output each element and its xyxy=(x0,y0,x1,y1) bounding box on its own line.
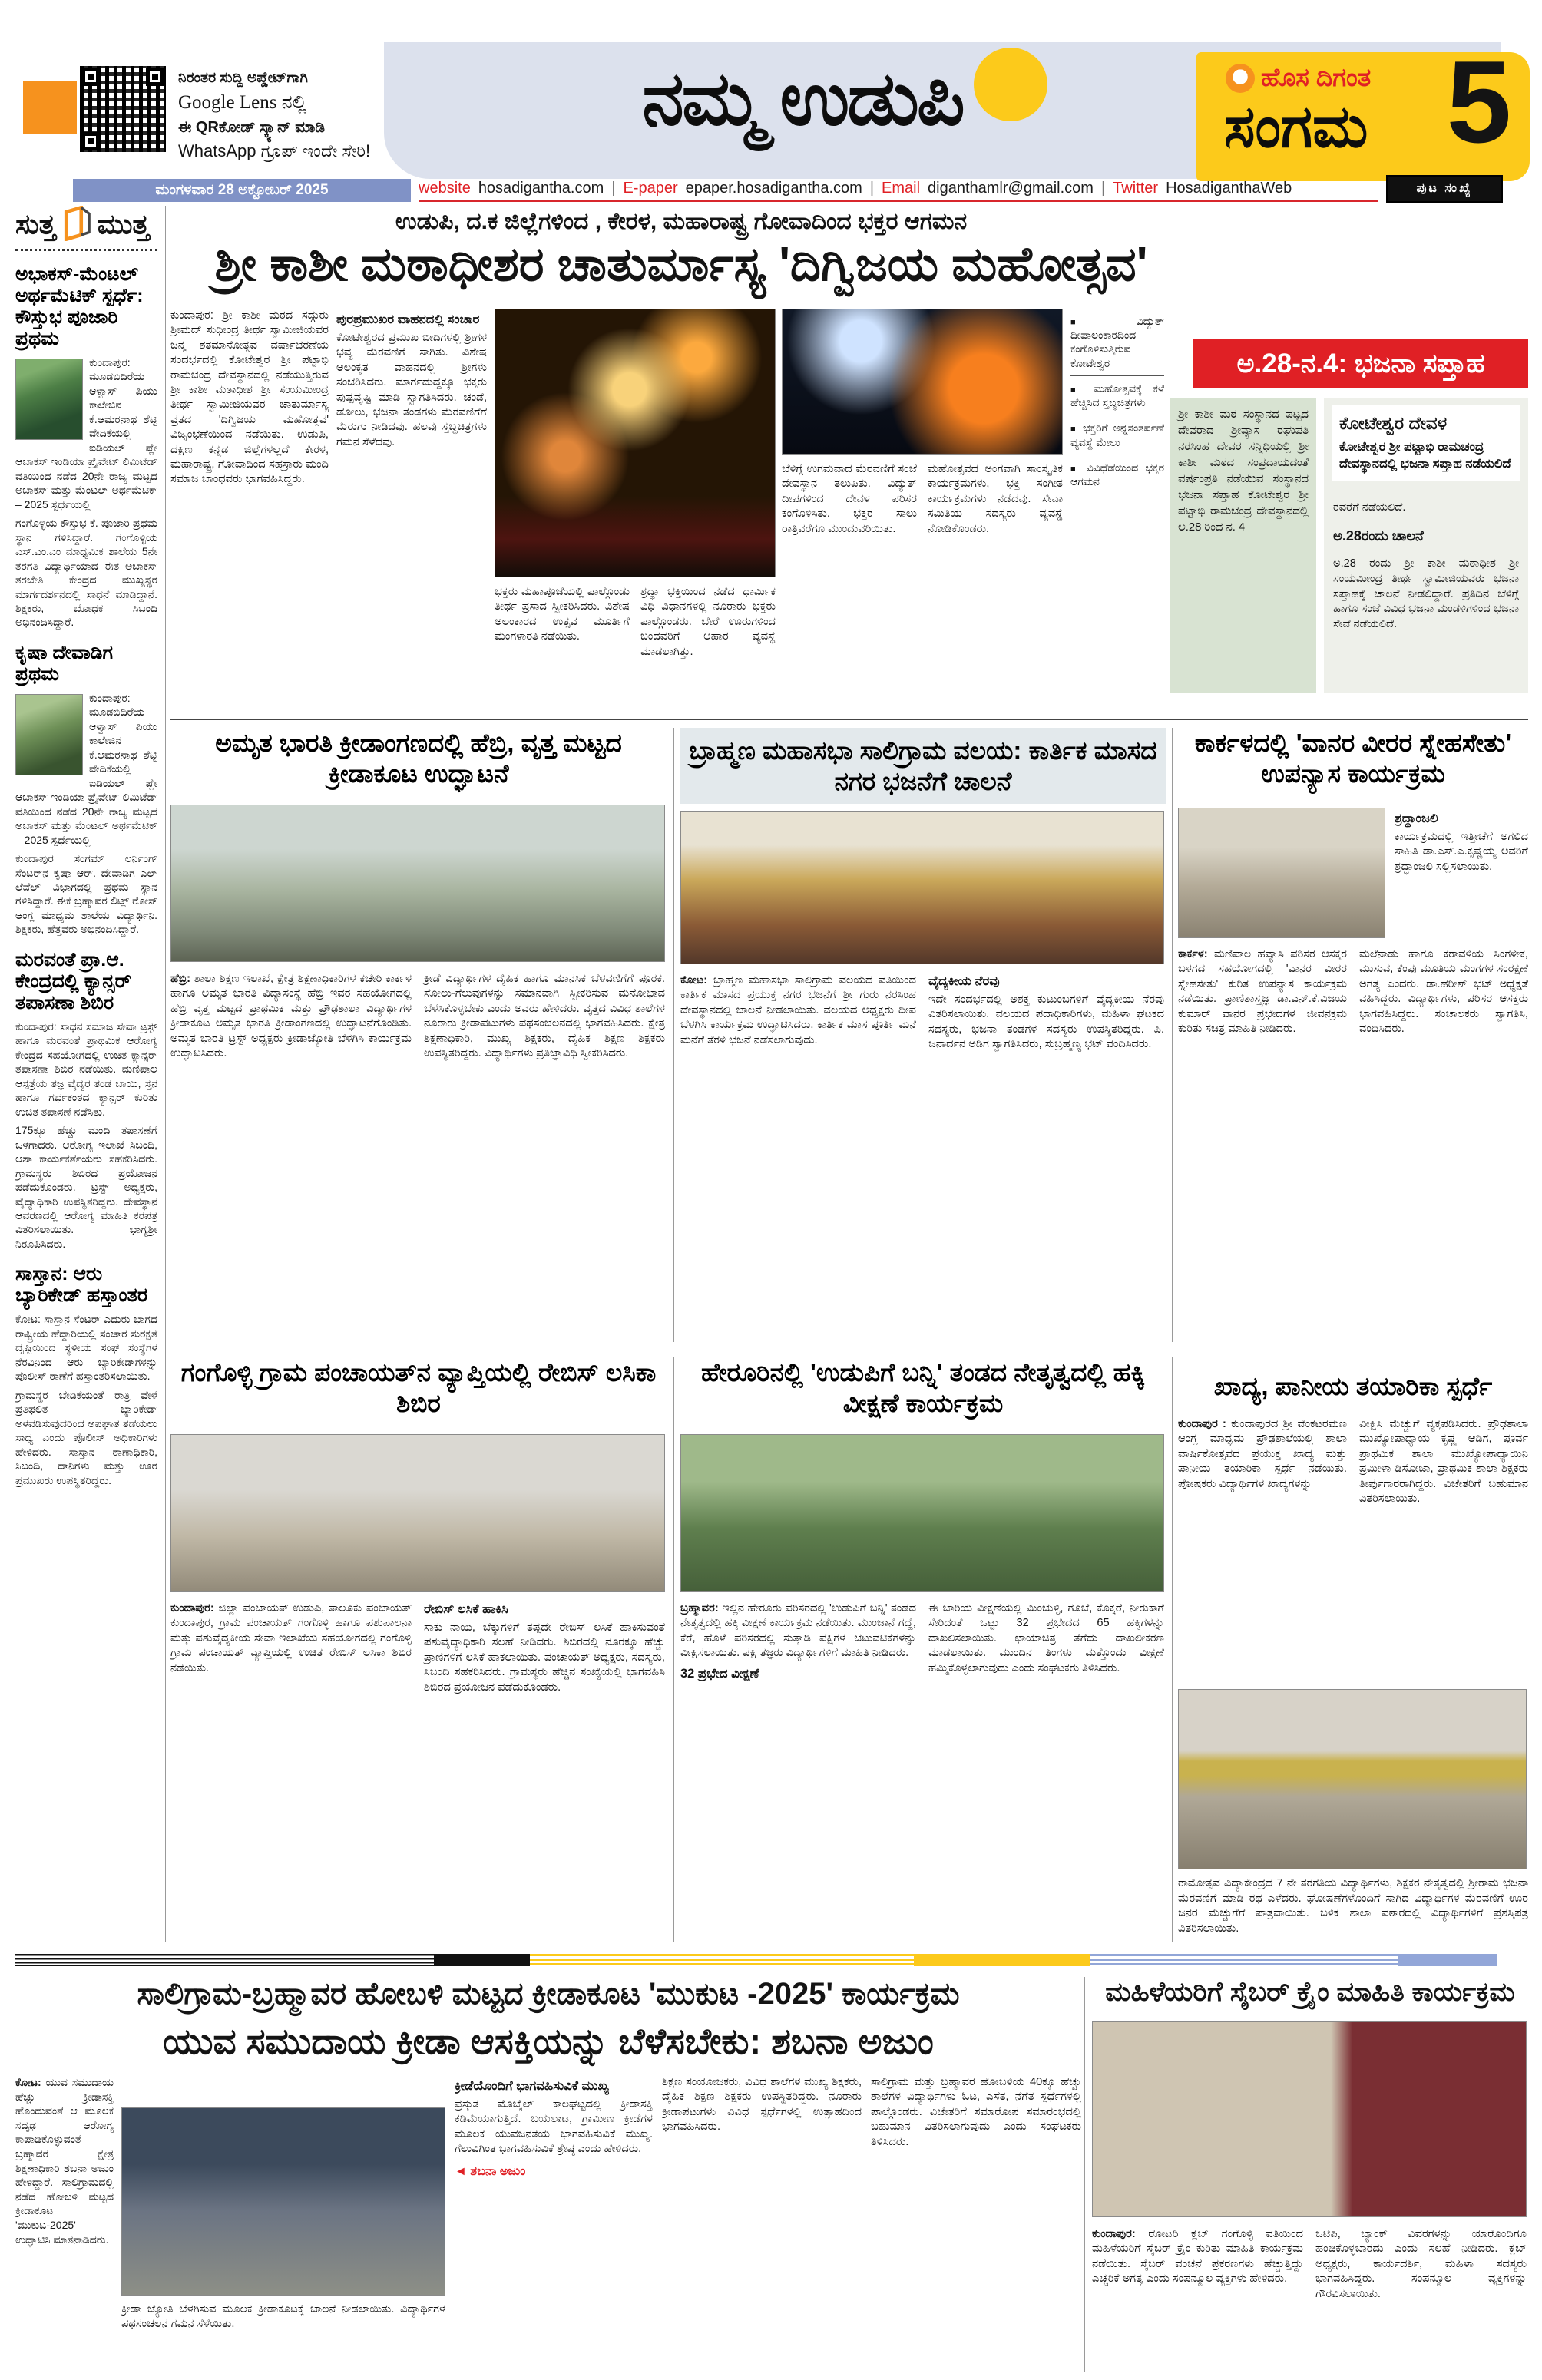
separator: | xyxy=(611,180,616,197)
body-text: ಇದೇ ಸಂದರ್ಭದಲ್ಲಿ ಅಶಕ್ತ ಕುಟುಂಬಗಳಿಗೆ ವೈದ್ಯಕೀಯ ನೆರವು ವಿತರಿಸಲಾಯಿತು. ವಲಯದ ಪದಾಧಿಕಾರಿಗಳು, ಮಹಿಳಾ ಘಟಕದ ಸದಸ್ಯರು, ಭಜನಾ ತಂಡಗಳ ಸದಸ್ಯರು ಉಪಸ್ಥಿತರಿದ್ದರು. ಪಿ. ಜನಾರ್ದನ ಅಡಿಗ ಸ್ವಾಗತಿಸಿದರು, ಸುಬ್ರಹ್ಮಣ್ಯ ಭಟ್ ವಂದಿಸಿದರು. xyxy=(928,993,1164,1051)
section-logo xyxy=(15,206,157,251)
brand-subtitle: ಸಂಗಮ xyxy=(1224,94,1368,160)
photo-vaccination-camp xyxy=(170,1434,665,1592)
story-sports-meet xyxy=(170,728,667,1342)
photo-girl-portrait xyxy=(15,694,83,775)
story-body xyxy=(1092,2227,1527,2370)
story-subhead: 32 ಪ್ರಭೇದ ವೀಕ್ಷಣೆ xyxy=(680,1666,759,1681)
lead-kicker: ಉಡುಪಿ, ದ.ಕ ಜಿಲ್ಲೆಗಳಿಂದ , ಕೇರಳ, ಮಹಾರಾಷ್ಟ್ರ ಗೋವಾದಿಂದ ಭಕ್ತರ ಆಗಮನ xyxy=(395,209,968,234)
qr-finder-icon xyxy=(81,132,100,150)
lead-red-banner: ಅ.28-ನ.4: ಭಜನಾ ಸಪ್ತಾಹ xyxy=(1193,339,1528,388)
place-lead: ಕುಂದಾಪುರ: xyxy=(170,1602,214,1615)
story-body xyxy=(1178,947,1528,1333)
open-window-icon xyxy=(59,206,94,241)
body-text: ಜಿಲ್ಲಾ ಪಂಚಾಯತ್ ಉಡುಪಿ, ತಾಲೂಕು ಪಂಚಾಯತ್ ಕುಂದಾಪುರ, ಗ್ರಾಮ ಪಂಚಾಯತ್ ಗಂಗೊಳ್ಳಿ ಹಾಗೂ ಪಶುಪಾಲನಾ ಮತ್ತು ಪಶುವೈದ್ಯಕೀಯ ಸೇವಾ ಇಲಾಖೆಯ ಸಹಯೋಗದಲ್ಲಿ ಗಂಗೊಳ್ಳಿ ಗ್ರಾಮ ಪಂಚಾಯತ್ ವ್ಯಾಪ್ತಿಯಲ್ಲಿ ಉಚಿತ ರೇಬಿಸ್ ಲಸಿಕಾ ಶಿಬಿರ ನಡೆಯಿತು. xyxy=(170,1602,412,1674)
place-lead: ಕೋಟ: xyxy=(15,2076,41,2088)
place-lead: ಹೆಬ್ರಿ: xyxy=(170,973,191,985)
speaker-name: ಶಬನಾ ಅಜುಂ xyxy=(470,2164,526,2178)
column-rule xyxy=(673,1357,674,1942)
bottom-col1 xyxy=(15,2075,114,2368)
place-lead: ಕುಂದಾಪುರ : xyxy=(1178,1418,1226,1430)
place-lead: ಬ್ರಹ್ಮಾವರ: xyxy=(680,1602,719,1615)
bullet-item: ■ ವಿವಿಧೆಡೆಯಿಂದ ಭಕ್ತರ ಆಗಮನ xyxy=(1070,455,1164,494)
story-mukuta-2025 xyxy=(15,1977,1081,2372)
qr-caption-line: Google Lens ನಲ್ಲಿ xyxy=(178,91,307,113)
qr-caption xyxy=(178,68,401,164)
column-rule xyxy=(673,728,674,1342)
photo-night-procession xyxy=(495,309,776,577)
stripe-black-solid xyxy=(434,1954,530,1966)
orange-block xyxy=(23,81,77,134)
story-cyber-crime xyxy=(1092,1977,1528,2372)
photo-temple-deity xyxy=(782,309,1063,455)
info-box-title: ಕೋಟೇಶ್ವರ ದೇವಳ xyxy=(1339,413,1448,433)
twitter-value: HosadiganthaWeb xyxy=(1166,180,1292,197)
body-text: ಕ್ರೀಡೆ ವಿದ್ಯಾರ್ಥಿಗಳ ದೈಹಿಕ ಹಾಗೂ ಮಾನಸಿಕ ಬೆಳವಣಿಗೆಗೆ ಪೂರಕ. ಸೋಲು-ಗೆಲುವುಗಳನ್ನು ಸಮಾನವಾಗಿ ಸ್ವೀಕರಿಸುವ ಮನೋಭಾವ ಬೆಳೆಸಿಕೊಳ್ಳಬೇಕು ಎಂದು ಅವರು ಹೇಳಿದರು. ವೃತ್ತದ ವಿವಿಧ ಶಾಲೆಗಳ ನೂರಾರು ಕ್ರೀಡಾಪಟುಗಳು ಪಥಸಂಚಲನದಲ್ಲಿ ಭಾಗವಹಿಸಿದರು. ಕ್ಷೇತ್ರ ಶಿಕ್ಷಣಾಧಿಕಾರಿ, ಮುಖ್ಯ ಶಿಕ್ಷಕರು, ದೈಹಿಕ ಶಿಕ್ಷಣ ಶಿಕ್ಷಕರು ಉಪಸ್ಥಿತರಿದ್ದರು. ವಿದ್ಯಾರ್ಥಿಗಳು ಪ್ರತಿಜ್ಞಾವಿಧಿ ಸ್ವೀಕರಿಸಿದರು. xyxy=(424,973,665,1060)
email-label: Email xyxy=(882,180,921,197)
place-lead: ಕುಂದಾಪುರ: xyxy=(1092,2228,1136,2240)
story-cooking-contest xyxy=(1178,1357,1528,1942)
photo-bhajane-group xyxy=(680,811,1164,964)
section-title-right: ಮುತ್ತ xyxy=(97,208,150,240)
stripe-blue-solid xyxy=(1398,1954,1497,1966)
sidebar-body: ಗಂಗೊಳ್ಳಿಯ ಕೌಸ್ತುಭ ಕೆ. ಪೂಜಾರಿ ಪ್ರಥಮ ಸ್ಥಾನ ಗಳಿಸಿದ್ದಾರೆ. ಗಂಗೊಳ್ಳಿಯ ಎಸ್.ಎಂ.ಎಂ ಮಾಧ್ಯಮಿಕ ಶಾಲೆಯ 5ನೇ ತರಗತಿ ವಿದ್ಯಾರ್ಥಿಯಾದ ಈತ ಅಬಾಕಸ್ ತರಬೇತಿ ಕೇಂದ್ರದ ಮುಖ್ಯಸ್ಥರ ಮಾರ್ಗದರ್ಶನದಲ್ಲಿ ಸಾಧನೆ ಮಾಡಿದ್ದಾನೆ. ಶಿಕ್ಷಕರು, ಬೋಧಕ ಸಿಬಂದಿ ಅಭಿನಂದಿಸಿದ್ದಾರೆ. xyxy=(15,517,157,629)
page-number: 5 xyxy=(1446,37,1512,167)
speaker-tag xyxy=(455,2163,653,2180)
photo-sports-inauguration xyxy=(170,805,665,962)
lead-col2-text: ಕೋಟೇಶ್ವರದ ಪ್ರಮುಖ ಬೀದಿಗಳಲ್ಲಿ ಶ್ರೀಗಳ ಭವ್ಯ ಮೆರವಣಿಗೆ ಸಾಗಿತು. ವಿಶೇಷ ಅಲಂಕೃತ ವಾಹನದಲ್ಲಿ ಶ್ರೀಗಳು ಸಂಚರಿಸಿದರು. ಮಾರ್ಗದುದ್ದಕ್ಕೂ ಭಕ್ತರು ಪುಷ್ಪವೃಷ್ಟಿ ಮಾಡಿ ಸ್ವಾಗತಿಸಿದರು. ಚಂಡೆ, ಡೋಲು, ಭಜನಾ ತಂಡಗಳು ಮೆರವಣಿಗೆಗೆ ಮೆರುಗು ನೀಡಿದವು. ಹಲವು ಸ್ತಬ್ಧಚಿತ್ರಗಳು ಗಮನ ಸೆಳೆದವು. xyxy=(336,331,487,448)
story-bird-watching xyxy=(680,1357,1166,1942)
side-text: ಕಾರ್ಯಕ್ರಮದಲ್ಲಿ ಇತ್ತೀಚೆಗೆ ಅಗಲಿದ ಸಾಹಿತಿ ಡಾ.ಎಸ್.ಎ.ಕೃಷ್ಣಯ್ಯ ಅವರಿಗೆ ಶ್ರದ್ಧಾಂಜಲಿ ಸಲ್ಲಿಸಲಾಯಿತು. xyxy=(1395,830,1528,873)
sidebar-body: ಕೋಟ: ಸಾಸ್ತಾನ ಸೆಂಟರ್ ಎದುರು ಭಾಗದ ರಾಷ್ಟ್ರೀಯ ಹೆದ್ದಾರಿಯಲ್ಲಿ ಸಂಚಾರ ಸುರಕ್ಷತೆ ದೃಷ್ಟಿಯಿಂದ ಸ್ಥಳೀಯ ಸಂಘ ಸಂಸ್ಥೆಗಳ ನೆರವಿನಿಂದ ಆರು ಬ್ಯಾರಿಕೇಡ್‌ಗಳನ್ನು ಪೊಲೀಸ್ ಠಾಣೆಗೆ ಹಸ್ತಾಂತರಿಸಲಾಯಿತು. xyxy=(15,1313,157,1383)
lead-headline: ಶ್ರೀ ಕಾಶೀ ಮಠಾಧೀಶರ ಚಾತುರ್ಮಾಸ್ಯ 'ದಿಗ್ವಿಜಯ ಮಹೋತ್ಸವ' xyxy=(214,238,1148,291)
sidebar-article xyxy=(15,1020,157,1251)
story-body xyxy=(1178,1417,1528,1683)
story-lecture xyxy=(1178,728,1528,1342)
separator: | xyxy=(869,180,875,197)
story-subhead: ರೇಬಿಸ್ ಲಸಿಕೆ ಹಾಕಿಸಿ xyxy=(424,1602,508,1616)
lead-under-photo1b: ಶ್ರದ್ಧಾ ಭಕ್ತಿಯಿಂದ ನಡೆದ ಧಾರ್ಮಿಕ ವಿಧಿ ವಿಧಾನಗಳಲ್ಲಿ ನೂರಾರು ಭಕ್ತರು ಪಾಲ್ಗೊಂಡರು. ಬೇರೆ ಊರುಗಳಿಂದ ಬಂದವರಿಗೆ ಆಹಾರ ವ್ಯವಸ್ಥೆ ಮಾಡಲಾಗಿತ್ತು. xyxy=(640,586,776,658)
lead-story xyxy=(170,206,1528,720)
story-subhead: ವೈದ್ಯಕೀಯ ನೆರವು xyxy=(928,974,1000,988)
story-headline: ಖಾದ್ಯ, ಪಾನೀಯ ತಯಾರಿಕಾ ಸ್ಪರ್ಧೆ xyxy=(1213,1372,1493,1400)
story-body xyxy=(680,1602,1164,1935)
sidebar-headline: ಕೃಷಾ ದೇವಾಡಿಗ ಪ್ರಥಮ xyxy=(15,641,114,685)
photo-stage-event xyxy=(121,2107,445,2296)
stripe-blue xyxy=(1090,1954,1398,1966)
brand-row xyxy=(1226,63,1448,93)
lead-under-photo2a: ಬೆಳಿಗ್ಗೆ ಉಗಮವಾದ ಮೆರವಣಿಗೆ ಸಂಜೆ ದೇವಸ್ಥಾನ ತಲುಪಿತು. ವಿದ್ಯುತ್ ದೀಪಗಳಿಂದ ದೇವಳ ಪರಿಸರ ಕಂಗೊಳಿಸಿತು. ಭಕ್ತರ ಸಾಲು ರಾತ್ರಿವರೆಗೂ ಮುಂದುವರಿಯಿತು. xyxy=(782,463,917,535)
twitter-label: Twitter xyxy=(1113,180,1159,197)
body-text: ಶಾಲಾ ಶಿಕ್ಷಣ ಇಲಾಖೆ, ಕ್ಷೇತ್ರ ಶಿಕ್ಷಣಾಧಿಕಾರಿಗಳ ಕಚೇರಿ ಕಾರ್ಕಳ ಹಾಗೂ ಅಮೃತ ಭಾರತಿ ವಿದ್ಯಾಸಂಸ್ಥೆ ಹೆಬ್ರಿ ಇವರ ಸಹಯೋಗದಲ್ಲಿ ಹೆಬ್ರಿ ವೃತ್ತ ಮಟ್ಟದ ಪ್ರಾಥಮಿಕ ಮತ್ತು ಪ್ರೌಢಶಾಲಾ ವಿದ್ಯಾರ್ಥಿಗಳ ಕ್ರೀಡಾಕೂಟ ಅಮೃತ ಭಾರತಿ ಕ್ರೀಡಾಂಗಣದಲ್ಲಿ ಉದ್ಘಾಟನೆಗೊಂಡಿತು. ಅಮೃತ ಭಾರತಿ ಟ್ರಸ್ಟ್ ಅಧ್ಯಕ್ಷರು ಕ್ರೀಡಾಜ್ಯೋತಿ ಬೆಳಗಿಸಿ ಕಾರ್ಯಕ್ರಮ ಉದ್ಘಾಟಿಸಿದರು. xyxy=(170,973,412,1060)
story-headline: ಬ್ರಾಹ್ಮಣ ಮಹಾಸಭಾ ಸಾಲಿಗ್ರಾಮ ವಲಯ: ಕಾರ್ತಿಕ ಮಾಸದ ನಗರ ಭಜನೆಗೆ ಚಾಲನೆ xyxy=(680,728,1166,804)
lead-right-panel xyxy=(1324,398,1528,693)
column-rule xyxy=(1172,1357,1173,1942)
qr-finder-icon xyxy=(81,68,100,86)
contact-bar xyxy=(419,177,1378,202)
body-text: ಮಲೆನಾಡು ಹಾಗೂ ಕರಾವಳಿಯ ಸಿಂಗಳೀಕ, ಮುಸುವ, ಕೆಂಪು ಮೂತಿಯ ಮಂಗಗಳ ಸಂರಕ್ಷಣೆ ಅಗತ್ಯ ಎಂದರು. ಡಾ.ಹರೀಶ್ ಭಟ್ ಅಧ್ಯಕ್ಷತೆ ವಹಿಸಿದ್ದರು. ವಿದ್ಯಾರ್ಥಿಗಳು, ಪರಿಸರ ಆಸಕ್ತರು ಭಾಗವಹಿಸಿದ್ದರು. ಸಂಚಾಲಕರು ಸ್ವಾಗತಿಸಿ, ವಂದಿಸಿದರು. xyxy=(1359,948,1528,1036)
brand-name: ಹೊಸ ದಿಗಂತ xyxy=(1261,63,1372,91)
bottom-col4: ಸಾಲಿಗ್ರಾಮ ಮತ್ತು ಬ್ರಹ್ಮಾವರ ಹೋಬಳಿಯ 40ಕ್ಕೂ ಹೆಚ್ಚು ಶಾಲೆಗಳ ವಿದ್ಯಾರ್ಥಿಗಳು ಓಟ, ಎಸೆತ, ನೆಗೆತ ಸ್ಪರ್ಧೆಗಳಲ್ಲಿ ಪಾಲ್ಗೊಂಡರು. ವಿಜೇತರಿಗೆ ಸಮಾರೋಪ ಸಮಾರಂಭದಲ್ಲಿ ಬಹುಮಾನ ವಿತರಿಸಲಾಗುವುದು ಎಂದು ಸಂಘಟಕರು ತಿಳಿಸಿದರು. xyxy=(871,2076,1081,2148)
sidebar-article xyxy=(15,355,157,630)
left-arrow-icon: ◄ xyxy=(455,2164,467,2178)
right-subhead: ಅ.28ರಂದು ಚಾಲನೆ xyxy=(1333,528,1424,544)
story-body xyxy=(170,1602,665,1935)
sidebar-body: ಕುಂದಾಪುರ: ಸಾಧನ ಸಮಾಜ ಸೇವಾ ಟ್ರಸ್ಟ್ ಹಾಗೂ ಮರವಂತೆ ಪ್ರಾಥಮಿಕ ಆರೋಗ್ಯ ಕೇಂದ್ರದ ಸಹಯೋಗದಲ್ಲಿ ಉಚಿತ ಕ್ಯಾನ್ಸರ್ ತಪಾಸಣಾ ಶಿಬಿರ ನಡೆಯಿತು. ಮಣಿಪಾಲ ಆಸ್ಪತ್ರೆಯ ತಜ್ಞ ವೈದ್ಯರ ತಂಡ ಬಾಯಿ, ಸ್ತನ ಹಾಗೂ ಗರ್ಭಕಂಠದ ಕ್ಯಾನ್ಸರ್ ಕುರಿತು ಉಚಿತ ತಪಾಸಣೆ ನಡೆಸಿತು. xyxy=(15,1020,157,1118)
bottom-under-photo: ಕ್ರೀಡಾ ಜ್ಯೋತಿ ಬೆಳಗಿಸುವ ಮೂಲಕ ಕ್ರೀಡಾಕೂಟಕ್ಕೆ ಚಾಲನೆ ನೀಡಲಾಯಿತು. ವಿದ್ಯಾರ್ಥಿಗಳ ಪಥಸಂಚಲನ ಗಮನ ಸೆಳೆಯಿತು. xyxy=(121,2303,445,2331)
website-value: hosadigantha.com xyxy=(478,180,604,197)
qr-caption-line: ನಿರಂತರ ಸುದ್ದಿ ಅಪ್ಡೇಟ್‌ಗಾಗಿ xyxy=(178,70,308,86)
body-text: ಒಟಿಪಿ, ಬ್ಯಾಂಕ್ ವಿವರಗಳನ್ನು ಯಾರೊಂದಿಗೂ ಹಂಚಿಕೊಳ್ಳಬಾರದು ಎಂದು ಸಲಹೆ ನೀಡಿದರು. ಕ್ಲಬ್ ಅಧ್ಯಕ್ಷರು, ಕಾರ್ಯದರ್ಶಿ, ಮಹಿಳಾ ಸದಸ್ಯರು ಭಾಗವಹಿಸಿದ್ದರು. ಸಂಪನ್ಮೂಲ ವ್ಯಕ್ತಿಗಳನ್ನು ಗೌರವಿಸಲಾಯಿತು. xyxy=(1315,2228,1527,2300)
lead-bullet-list xyxy=(1070,309,1164,693)
body-text: ಯುವ ಸಮುದಾಯ ಹೆಚ್ಚು ಕ್ರೀಡಾಸಕ್ತಿ ಹೊಂದುವಂತೆ ಆ ಮೂಲಕ ಸದೃಢ ಆರೋಗ್ಯ ಕಾಪಾಡಿಕೊಳ್ಳುವಂತೆ ಬ್ರಹ್ಮಾವರ ಕ್ಷೇತ್ರ ಶಿಕ್ಷಣಾಧಿಕಾರಿ ಶಬನಾ ಅಜುಂ ಹೇಳಿದ್ದಾರೆ. ಸಾಲಿಗ್ರಾಮದಲ್ಲಿ ನಡೆದ ಹೋಬಳಿ ಮಟ್ಟದ ಕ್ರೀಡಾಕೂಟ 'ಮುಕುಟ-2025' ಉದ್ಘಾಟಿಸಿ ಮಾತನಾಡಿದರು. xyxy=(15,2076,114,2246)
info-box-text: ಕೋಟೇಶ್ವರ ಶ್ರೀ ಪಟ್ಟಾಭಿ ರಾಮಚಂದ್ರ ದೇವಸ್ಥಾನದಲ್ಲಿ ಭಜನಾ ಸಪ್ತಾಹ ನಡೆಯಲಿದೆ xyxy=(1339,440,1511,471)
lead-under-photo1a: ಭಕ್ತರು ಮಹಾಪೂಜೆಯಲ್ಲಿ ಪಾಲ್ಗೊಂಡು ತೀರ್ಥ ಪ್ರಸಾದ ಸ್ವೀಕರಿಸಿದರು. ವಿಶೇಷ ಅಲಂಕಾರದ ಉತ್ಸವ ಮೂರ್ತಿಗೆ ಮಂಗಳಾರತಿ ನಡೆಯಿತು. xyxy=(495,586,630,643)
photo-rally-banner xyxy=(1178,1689,1527,1869)
bottom-subhead: ಕ್ರೀಡೆಯೊಂದಿಗೆ ಭಾಗವಹಿಸುವಿಕೆ ಮುಖ್ಯ xyxy=(455,2079,609,2093)
lead-col1: ಕುಂದಾಪುರ: ಶ್ರೀ ಕಾಶೀ ಮಠದ ಸದ್ಗುರು ಶ್ರೀಮದ್ ಸುಧೀಂದ್ರ ತೀರ್ಥ ಸ್ವಾಮೀಜಿಯವರ ಜನ್ಮ ಶತಮಾನೋತ್ಸವ ವರ್ಷಾಚರಣೆಯ ಸಂದರ್ಭದಲ್ಲಿ ಕೋಟೇಶ್ವರ ಶ್ರೀ ಪಟ್ಟಾಭಿ ರಾಮಚಂದ್ರ ದೇವಸ್ಥಾನದಲ್ಲಿ ನಡೆಯುತ್ತಿರುವ ಶ್ರೀ ಕಾಶೀ ಮಠಾಧೀಶ ಶ್ರೀ ಸಂಯಮೀಂದ್ರ ತೀರ್ಥ ಸ್ವಾಮೀಜಿಯವರ ಚಾತುರ್ಮಾಸ್ಯ ವ್ರತದ 'ದಿಗ್ವಿಜಯ ಮಹೋತ್ಸವ' ವಿಜೃಂಭಣೆಯಿಂದ ನಡೆಯಿತು. ಉಡುಪಿ, ದಕ್ಷಿಣ ಕನ್ನಡ ಜಿಲ್ಲೆಗಳಲ್ಲದೆ ಕೇರಳ, ಮಹಾರಾಷ್ಟ್ರ, ಗೋವಾದಿಂದ ಸಹಸ್ರಾರು ಮಂದಿ ಸಮಾಜ ಬಾಂಧವರು ಭಾಗವಹಿಸಿದ್ದರು. xyxy=(170,309,329,486)
lead-under-photo2b: ಮಹೋತ್ಸವದ ಅಂಗವಾಗಿ ಸಾಂಸ್ಕೃತಿಕ ಕಾರ್ಯಕ್ರಮಗಳು, ಭಕ್ತಿ ಸಂಗೀತ ಕಾರ್ಯಕ್ರಮಗಳು ನಡೆದವು. ಸೇವಾ ಸಮಿತಿಯ ಸದಸ್ಯರು ವ್ಯವಸ್ಥೆ ನೋಡಿಕೊಂಡರು. xyxy=(928,463,1063,535)
sidebar-article xyxy=(15,691,157,937)
story-headline: ಕಾರ್ಕಳದಲ್ಲಿ 'ವಾನರ ವೀರರ ಸ್ನೇಹಸೇತು' ಉಪನ್ಯಾಸ ಕಾರ್ಯಕ್ರಮ xyxy=(1194,729,1512,788)
stripe-black xyxy=(15,1954,434,1966)
body-text: ವೀಕ್ಷಿಸಿ ಮೆಚ್ಚುಗೆ ವ್ಯಕ್ತಪಡಿಸಿದರು. ಪ್ರೌಢಶಾಲಾ ಮುಖ್ಯೋಪಾಧ್ಯಾಯ ಕೃಷ್ಣ ಆಡಿಗ, ಪೂರ್ವ ಪ್ರಾಥಮಿಕ ಶಾಲಾ ಮುಖ್ಯೋಪಾಧ್ಯಾಯಿನಿ ಪ್ರಮೀಳಾ ಡಿಸೋಜಾ, ಪ್ರಾಥಮಿಕ ಶಾಲಾ ಶಿಕ್ಷಕರು ತೀರ್ಪುಗಾರರಾಗಿದ್ದರು. ವಿಜೇತರಿಗೆ ಬಹುಮಾನ ವಿತರಿಸಲಾಯಿತು. xyxy=(1359,1418,1528,1506)
story-bhajane xyxy=(680,728,1166,1342)
sidebar-body: ಗ್ರಾಮಸ್ಥರ ಬೇಡಿಕೆಯಂತೆ ರಾತ್ರಿ ವೇಳೆ ಪ್ರತಿಫಲಿತ ಬ್ಯಾರಿಕೇಡ್ ಅಳವಡಿಸುವುದರಿಂದ ಅಪಘಾತ ತಡೆಯಲು ಸಾಧ್ಯ ಎಂದು ಪೊಲೀಸ್ ಅಧಿಕಾರಿಗಳು ಹೇಳಿದರು. ಸಾಸ್ತಾನ ಠಾಣಾಧಿಕಾರಿ, ಸಿಬಂದಿ, ದಾನಿಗಳು ಮತ್ತು ಊರ ಪ್ರಮುಖರು ಉಪಸ್ಥಿತರಿದ್ದರು. xyxy=(15,1388,157,1486)
qr-finder-icon xyxy=(146,68,164,86)
bottom-headline: ಯುವ ಸಮುದಾಯ ಕ್ರೀಡಾ ಆಸಕ್ತಿಯನ್ನು ಬೆಳೆಸಬೇಕು: ಶಬನಾ ಅಜುಂ xyxy=(163,2021,934,2061)
story-body xyxy=(680,973,1164,1333)
bottom-right-headline: ಮಹಿಳೆಯರಿಗೆ ಸೈಬರ್ ಕ್ರೈಂ ಮಾಹಿತಿ ಕಾರ್ಯಕ್ರಮ xyxy=(1105,1977,1515,2007)
photo-awareness-session xyxy=(1092,2021,1527,2217)
photo-caption: ರಾಮೋತ್ಸವ ವಿದ್ಯಾಕೇಂದ್ರದ 7 ನೇ ತರಗತಿಯ ವಿದ್ಯಾರ್ಥಿಗಳು, ಶಿಕ್ಷಕರ ನೇತೃತ್ವದಲ್ಲಿ ಶ್ರೀರಾಮ ಭಜನಾ ಮೆರವಣಿಗೆ ಮಾಡಿ ರಥ ಎಳೆದರು. ಘೋಷಣೆಗಳೊಂದಿಗೆ ಸಾಗಿದ ವಿದ್ಯಾರ್ಥಿಗಳ ಮೆರವಣಿಗೆ ಊರ ಜನರ ಮೆಚ್ಚುಗೆಗೆ ಪಾತ್ರವಾಯಿತು. ಬಳಿಕ ಶಾಲಾ ವಠಾರದಲ್ಲಿ ವಿದ್ಯಾರ್ಥಿಗಳಿಗೆ ಪ್ರಶಸ್ತಿಪತ್ರ ವಿತರಿಸಲಾಯಿತು. xyxy=(1178,1877,1528,1935)
right-text: ರವರೆಗೆ ನಡೆಯಲಿದೆ. xyxy=(1333,501,1406,514)
website-label: website xyxy=(419,180,471,197)
lead-green-box: ಶ್ರೀ ಕಾಶೀ ಮಠ ಸಂಸ್ಥಾನದ ಪಟ್ಟದ ದೇವರಾದ ಶ್ರೀವ್ಯಾಸ ರಘುಪತಿ ನರಸಿಂಹ ದೇವರ ಸನ್ನಿಧಿಯಲ್ಲಿ ಶ್ರೀ ಕಾಶೀ ಮಠದ ಸಂಪ್ರದಾಯದಂತೆ ವರ್ಷಂಪ್ರತಿ ನಡೆಯುವ ಸಂಸ್ಥಾನದ ಭಜನಾ ಸಪ್ತಾಹ ಕೋಟೇಶ್ವರ ಶ್ರೀ ಪಟ್ಟಾಭಿ ರಾಮಚಂದ್ರ ದೇವಸ್ಥಾನದಲ್ಲಿ ಅ.28 ರಿಂದ ನ. 4 xyxy=(1170,398,1316,693)
story-headline: ಗಂಗೊಳ್ಳಿ ಗ್ರಾಮ ಪಂಚಾಯತ್‌ನ ವ್ಯಾಪ್ತಿಯಲ್ಲಿ ರೇಬಿಸ್ ಲಸಿಕಾ ಶಿಬಿರ xyxy=(180,1358,657,1417)
sidebar-body: ಕುಂದಾಪುರ ಸಂಗಮ್ ಲರ್ನಿಂಗ್ ಸೆಂಟರ್‌ನ ಕೃಷಾ ಆರ್. ದೇವಾಡಿಗ ಎಲ್ ಲೆವೆಲ್ ವಿಭಾಗದಲ್ಲಿ ಪ್ರಥಮ ಸ್ಥಾನ ಗಳಿಸಿದ್ದಾರೆ. ಈಕೆ ಬ್ರಹ್ಮಾವರ ಲಿಟ್ಲ್ ರೋಸ್ ಆಂಗ್ಲ ಮಾಧ್ಯಮ ಶಾಲೆಯ ವಿದ್ಯಾರ್ಥಿನಿ. ಶಿಕ್ಷಕರು, ಹೆತ್ತವರು ಅಭಿನಂದಿಸಿದ್ದಾರೆ. xyxy=(15,852,157,936)
stripe-yellow xyxy=(530,1954,914,1966)
lead-col2 xyxy=(336,309,487,693)
body-text: ಈ ಬಾರಿಯ ವೀಕ್ಷಣೆಯಲ್ಲಿ ಮಿಂಚುಳ್ಳಿ, ಗೂಬೆ, ಕೊಕ್ಕರೆ, ನೀರುಕಾಗೆ ಸೇರಿದಂತೆ ಒಟ್ಟು 32 ಪ್ರಭೇದದ 65 ಹಕ್ಕಿಗಳನ್ನು ದಾಖಲಿಸಲಾಯಿತು. ಛಾಯಾಚಿತ್ರ ತೆಗೆದು ದಾಖಲೀಕರಣ ಮಾಡಲಾಯಿತು. ಮುಂದಿನ ತಿಂಗಳು ಮತ್ತೊಂದು ವೀಕ್ಷಣೆ ಹಮ್ಮಿಕೊಳ್ಳಲಾಗುವುದು ಎಂದು ಸಂಘಟಕರು ತಿಳಿಸಿದರು. xyxy=(928,1602,1164,1674)
body-text: ರೋಟರಿ ಕ್ಲಬ್ ಗಂಗೊಳ್ಳಿ ವತಿಯಿಂದ ಮಹಿಳೆಯರಿಗೆ ಸೈಬರ್ ಕ್ರೈಂ ಕುರಿತು ಮಾಹಿತಿ ಕಾರ್ಯಕ್ರಮ ನಡೆಯಿತು. ಸೈಬರ್ ವಂಚನೆ ಪ್ರಕರಣಗಳು ಹೆಚ್ಚುತ್ತಿದ್ದು ಎಚ್ಚರಿಕೆ ಅಗತ್ಯ ಎಂದು ಸಂಪನ್ಮೂಲ ವ್ಯಕ್ತಿಗಳು ಹೇಳಿದರು. xyxy=(1092,2228,1303,2286)
sidebar-sutta-mutta xyxy=(15,206,166,1942)
epaper-value: epaper.hosadigantha.com xyxy=(685,180,862,197)
qr-caption-line: ಈ QRಕೋಡ್ ಸ್ಕ್ಯಾನ್ ಮಾಡಿ xyxy=(178,118,325,136)
story-rabies-camp xyxy=(170,1357,667,1942)
story-side-col xyxy=(1395,808,1528,938)
sidebar-body: ಕುಂದಾಪುರ: ಮೂಡಬಿದಿರೆಯ ಆಳ್ವಾಸ್ ಪಿಯು ಕಾಲೇಜಿನ ಕೆ.ಆಮರನಾಥ ಶೆಟ್ಟಿ ವೇದಿಕೆಯಲ್ಲಿ ಐಡಿಯಲ್ ಪ್ಲೇ ಆಬಾಕಸ್ ಇಂಡಿಯಾ ಪ್ರೈವೇಟ್ ಲಿಮಿಟೆಡ್ ವತಿಯಿಂದ ನಡೆದ 20ನೇ ರಾಜ್ಯ ಮಟ್ಟದ ಅಬಾಕಸ್ ಮತ್ತು ಮೆಂಟಲ್ ಅರ್ಥಮೆಟಿಕ್ – 2025 ಸ್ಪರ್ಧೆಯಲ್ಲಿ xyxy=(15,691,157,846)
email-value: diganthamlr@gmail.com xyxy=(928,180,1094,197)
sidebar-headline: ಮರವಂತೆ ಪ್ರಾ.ಆ. ಕೇಂದ್ರದಲ್ಲಿ ಕ್ಯಾನ್ಸರ್ ತಪಾಸಣಾ ಶಿಬಿರ xyxy=(15,948,131,1013)
body-text: ಮಣಿಪಾಲ ಹವ್ಯಾಸಿ ಪರಿಸರ ಆಸಕ್ತರ ಬಳಗದ ಸಹಯೋಗದಲ್ಲಿ 'ವಾನರ ವೀರರ ಸ್ನೇಹಸೇತು' ಕುರಿತ ಉಪನ್ಯಾಸ ಕಾರ್ಯಕ್ರಮ ನಡೆಯಿತು. ಪ್ರಾಣಿಶಾಸ್ತ್ರಜ್ಞ ಡಾ.ಎನ್.ಕೆ.ವಿಜಯ ಕುಮಾರ್ ವಾನರ ಪ್ರಭೇದಗಳ ಜೀವನಕ್ರಮ ಕುರಿತು ಸಚಿತ್ರ ಮಾಹಿತಿ ನೀಡಿದರು. xyxy=(1178,948,1347,1036)
bottom-col3: ಶಿಕ್ಷಣ ಸಂಯೋಜಕರು, ವಿವಿಧ ಶಾಲೆಗಳ ಮುಖ್ಯ ಶಿಕ್ಷಕರು, ದೈಹಿಕ ಶಿಕ್ಷಣ ಶಿಕ್ಷಕರು ಉಪಸ್ಥಿತರಿದ್ದರು. ನೂರಾರು ಕ್ರೀಡಾಪಟುಗಳು ವಿವಿಧ ಸ್ಪರ್ಧೆಗಳಲ್ಲಿ ಉತ್ಸಾಹದಿಂದ ಭಾಗವಹಿಸಿದರು. xyxy=(662,2076,862,2134)
body-text: ಬ್ರಾಹ್ಮಣ ಮಹಾಸಭಾ ಸಾಲಿಗ್ರಾಮ ವಲಯದ ವತಿಯಿಂದ ಕಾರ್ತಿಕ ಮಾಸದ ಪ್ರಯುಕ್ತ ನಗರ ಭಜನೆಗೆ ಶ್ರೀ ಗುರು ನರಸಿಂಹ ದೇವಸ್ಥಾನದಲ್ಲಿ ಚಾಲನೆ ನೀಡಲಾಯಿತು. ವಲಯದ ಅಧ್ಯಕ್ಷರು ದೀಪ ಬೆಳಗಿಸಿ ಕಾರ್ಯಕ್ರಮ ಉದ್ಘಾಟಿಸಿದರು. ಕಾರ್ತಿಕ ಮಾಸ ಪೂರ್ತಿ ಮನೆ ಮನೆಗೆ ತೆರಳಿ ಭಜನೆ ನಡೆಸಲಾಗುವುದು. xyxy=(680,974,916,1046)
story-body xyxy=(170,972,665,1333)
date-bar: ಮಂಗಳವಾರ 28 ಅಕ್ಟೋಬರ್ 2025 xyxy=(73,179,411,202)
stripe-yellow-solid xyxy=(914,1954,1090,1966)
story-headline: ಹೇರೂರಿನಲ್ಲಿ 'ಉಡುಪಿಗೆ ಬನ್ನಿ' ತಂಡದ ನೇತೃತ್ವದಲ್ಲಿ ಹಕ್ಕಿ ವೀಕ್ಷಣೆ ಕಾರ್ಯಕ್ರಮ xyxy=(700,1358,1146,1417)
body-text: ಇಲ್ಲಿನ ಹೇರೂರು ಪರಿಸರದಲ್ಲಿ 'ಉಡುಪಿಗೆ ಬನ್ನಿ' ತಂಡದ ನೇತೃತ್ವದಲ್ಲಿ ಹಕ್ಕಿ ವೀಕ್ಷಣೆ ಕಾರ್ಯಕ್ರಮ ನಡೆಯಿತು. ಮುಂಜಾನೆ ಗದ್ದೆ, ಕೆರೆ, ಹೊಳೆ ಪರಿಸರದಲ್ಲಿ ಸುತ್ತಾಡಿ ಪಕ್ಷಿಗಳ ಚಟುವಟಿಕೆಗಳನ್ನು ವೀಕ್ಷಿಸಲಾಯಿತು. ಪಕ್ಷಿ ತಜ್ಞರು ವಿದ್ಯಾರ್ಥಿಗಳಿಗೆ ಮಾಹಿತಿ ನೀಡಿದರು. xyxy=(680,1602,916,1660)
place-lead: ಕಾರ್ಕಳ: xyxy=(1178,948,1208,960)
photo-lecture-dais xyxy=(1178,808,1385,938)
body-text: ಸಾಕು ನಾಯಿ, ಬೆಕ್ಕುಗಳಿಗೆ ತಪ್ಪದೇ ರೇಬಿಸ್ ಲಸಿಕೆ ಹಾಕಿಸುವಂತೆ ಪಶುವೈದ್ಯಾಧಿಕಾರಿ ಸಲಹೆ ನೀಡಿದರು. ಶಿಬಿರದಲ್ಲಿ ನೂರಕ್ಕೂ ಹೆಚ್ಚು ಪ್ರಾಣಿಗಳಿಗೆ ಲಸಿಕೆ ಹಾಕಲಾಯಿತು. ಪಂಚಾಯತ್ ಅಧ್ಯಕ್ಷರು, ಸದಸ್ಯರು, ಸಿಬಂದಿ ಸಹಕರಿಸಿದರು. ಗ್ರಾಮಸ್ಥರು ಹೆಚ್ಚಿನ ಸಂಖ್ಯೆಯಲ್ಲಿ ಭಾಗವಹಿಸಿ ಶಿಬಿರದ ಪ್ರಯೋಜನ ಪಡೆದುಕೊಂಡರು. xyxy=(424,1621,665,1694)
photo-bird-watchers xyxy=(680,1434,1164,1592)
place-lead: ಕೋಟ: xyxy=(680,974,708,987)
separator: | xyxy=(1100,180,1106,197)
photo-boy-portrait xyxy=(15,359,83,440)
sidebar-body: 175ಕ್ಕೂ ಹೆಚ್ಚು ಮಂದಿ ತಪಾಸಣೆಗೆ ಒಳಗಾದರು. ಆರೋಗ್ಯ ಇಲಾಖೆ ಸಿಬಂದಿ, ಆಶಾ ಕಾರ್ಯಕರ್ತೆಯರು ಸಹಕರಿಸಿದರು. ಗ್ರಾಮಸ್ಥರು ಶಿಬಿರದ ಪ್ರಯೋಜನ ಪಡೆದುಕೊಂಡರು. ಟ್ರಸ್ಟ್ ಅಧ್ಯಕ್ಷರು, ವೈದ್ಯಾಧಿಕಾರಿ ಉಪಸ್ಥಿತರಿದ್ದರು. ದೇವಸ್ಥಾನ ಆವರಣದಲ್ಲಿ ಆರೋಗ್ಯ ಮಾಹಿತಿ ಕರಪತ್ರ ವಿತರಿಸಲಾಯಿತು. ಭಾಗ್ಯಶ್ರೀ ನಿರೂಪಿಸಿದರು. xyxy=(15,1124,157,1250)
masthead-title: ನಮ್ಮ ಉಡುಪಿ xyxy=(642,56,963,140)
bottom-col2 xyxy=(455,2075,653,2368)
sidebar-headline: ಅಭಾಕಸ್-ಮೆಂಟಲ್ ಅರ್ಥಮೆಟಿಕ್ ಸ್ಪರ್ಧೆ: ಕೌಸ್ತುಭ ಪೂಜಾರಿ ಪ್ರಥಮ xyxy=(15,263,144,349)
body-text: ಪ್ರಸ್ತುತ ಮೊಬೈಲ್ ಕಾಲಘಟ್ಟದಲ್ಲಿ ಕ್ರೀಡಾಸಕ್ತಿ ಕಡಿಮೆಯಾಗುತ್ತಿದೆ. ಬಯಲಾಟ, ಗ್ರಾಮೀಣ ಕ್ರೀಡೆಗಳ ಮೂಲಕ ಯುವಜನತೆಯ ಭಾಗವಹಿಸುವಿಕೆ ಮುಖ್ಯ. ಗೆಲುವಿಗಿಂತ ಭಾಗವಹಿಸುವಿಕೆ ಶ್ರೇಷ್ಠ ಎಂದು ಹೇಳಿದರು. xyxy=(455,2097,653,2156)
qr-caption-line: WhatsApp ಗ್ರೂಪ್ ಇಂದೇ ಸೇರಿ! xyxy=(178,140,371,160)
story-headline: ಅಮೃತ ಭಾರತಿ ಕ್ರೀಡಾಂಗಣದಲ್ಲಿ ಹೆಬ್ರಿ, ವೃತ್ತ ಮಟ್ಟದ ಕ್ರೀಡಾಕೂಟ ಉದ್ಘಾಟನೆ xyxy=(215,729,622,788)
column-rule xyxy=(1172,728,1173,1342)
bottom-kicker: ಸಾಲಿಗ್ರಾಮ-ಬ್ರಹ್ಮಾವರ ಹೋಬಳಿ ಮಟ್ಟದ ಕ್ರೀಡಾಕೂಟ 'ಮುಕುಟ -2025' ಕಾರ್ಯಕ್ರಮ xyxy=(137,1977,960,2011)
hosadigantha-logo-icon xyxy=(1226,64,1255,93)
side-subhead: ಶ್ರದ್ಧಾಂಜಲಿ xyxy=(1395,812,1438,825)
bullet-item: ■ ವಿದ್ಯುತ್ ದೀಪಾಲಂಕಾರದಿಂದ ಕಂಗೊಳಿಸುತ್ತಿರುವ ಕೋಟೇಶ್ವರ xyxy=(1070,309,1164,376)
column-rule xyxy=(1084,1977,1085,2372)
body-text: ಕುಂದಾಪುರದ ಶ್ರೀ ವೆಂಕಟರಮಣ ಆಂಗ್ಲ ಮಾಧ್ಯಮ ಪ್ರೌಢಶಾಲೆಯಲ್ಲಿ ಶಾಲಾ ವಾರ್ಷಿಕೋತ್ಸವದ ಪ್ರಯುಕ್ತ ಖಾದ್ಯ ಮತ್ತು ಪಾನೀಯ ತಯಾರಿಕಾ ಸ್ಪರ್ಧೆ ನಡೆಯಿತು. ಪೋಷಕರು ವಿದ್ಯಾರ್ಥಿಗಳ ಖಾದ್ಯಗಳನ್ನು xyxy=(1178,1418,1347,1490)
sidebar-body: ಕುಂದಾಪುರ: ಮೂಡಬಿದಿರೆಯ ಆಳ್ವಾಸ್ ಪಿಯು ಕಾಲೇಜಿನ ಕೆ.ಆಮರನಾಥ ಶೆಟ್ಟಿ ವೇದಿಕೆಯಲ್ಲಿ ಐಡಿಯಲ್ ಪ್ಲೇ ಆಬಾಕಸ್ ಇಂಡಿಯಾ ಪ್ರೈವೇಟ್ ಲಿಮಿಟೆಡ್ ವತಿಯಿಂದ ನಡೆದ 20ನೇ ರಾಜ್ಯ ಮಟ್ಟದ ಅಬಾಕಸ್ ಮತ್ತು ಮೆಂಟಲ್ ಅರ್ಥಮೆಟಿಕ್ – 2025 ಸ್ಪರ್ಧೆಯಲ್ಲಿ xyxy=(15,356,157,511)
right-text: ಅ.28 ರಂದು ಶ್ರೀ ಕಾಶೀ ಮಠಾಧೀಶ ಶ್ರೀ ಸಂಯಮೀಂದ್ರ ತೀರ್ಥ ಸ್ವಾಮೀಜಿಯವರು ಭಜನಾ ಸಪ್ತಾಹಕ್ಕೆ ಚಾಲನೆ ನೀಡಲಿದ್ದಾರೆ. ಪ್ರತಿದಿನ ಬೆಳಿಗ್ಗೆ ಹಾಗೂ ಸಂಜೆ ವಿವಿಧ ಭಜನಾ ಮಂಡಳಿಗಳಿಂದ ಭಜನಾ ಸೇವೆ ನಡೆಯಲಿದೆ. xyxy=(1333,557,1519,631)
lead-col2-subhead: ಪುರಪ್ರಮುಖರ ವಾಹನದಲ್ಲಿ ಸಂಚಾರ xyxy=(336,312,480,326)
epaper-label: E-paper xyxy=(623,180,678,197)
bullet-item: ■ ಮಹೋತ್ಸವಕ್ಕೆ ಕಳೆ ಹೆಚ್ಚಿಸಿದ ಸ್ತಬ್ಧಚಿತ್ರಗಳು xyxy=(1070,376,1164,415)
lead-right-body xyxy=(1324,488,1528,646)
bullet-item: ■ ಭಕ್ತರಿಗೆ ಅನ್ನಸಂತರ್ಪಣೆ ವ್ಯವಸ್ಥೆ ಮೇಲು xyxy=(1070,415,1164,455)
qr-code xyxy=(80,66,166,152)
info-box xyxy=(1332,405,1520,481)
page-number-label: ಪುಟ ಸಂಖ್ಯೆ xyxy=(1386,175,1503,203)
sidebar-article xyxy=(15,1312,157,1487)
section-title-left: ಸುತ್ತ xyxy=(15,208,56,240)
sidebar-headline: ಸಾಸ್ತಾನ: ಆರು ಬ್ಯಾರಿಕೇಡ್ ಹಸ್ತಾಂತರ xyxy=(15,1263,148,1307)
